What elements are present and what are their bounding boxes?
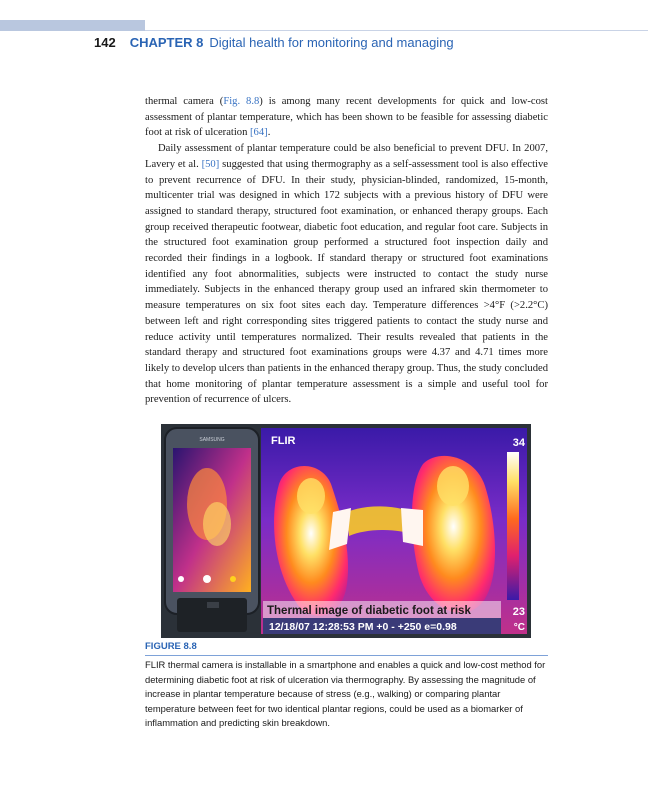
mode-icon	[230, 576, 236, 582]
chapter-label: CHAPTER 8	[129, 35, 204, 50]
page-number: 142	[94, 35, 116, 50]
body-text	[145, 94, 548, 408]
header-accent-bar	[0, 20, 145, 31]
flir-logo: FLIR	[271, 435, 296, 447]
header-rule	[145, 30, 648, 31]
phone-brand: SAMSUNG	[199, 437, 225, 443]
scale-unit: °C	[513, 622, 525, 633]
paragraph-2-text: suggested that using thermography as a self-assessment tool is also effective to prevent recurrence of DFU. In their study, physician-blinded, randomized, 15-month, multicenter trial was designed in which 172 subjects with a previous history of DFU were assigned to standard therapy, structured foot examination, or enhanced therapy groups. Each group received therapeutic footwear, diabetic foot education, and regular foot care. Subjects in the structured foot examination group performed a structured foot inspection daily and recorded their findings in a logbook. If standard therapy or structured foot examinations identified any foot abnormalities, subjects were instructed to contact the study nurse immediately. Subjects in the enhanced therapy group used an infrared skin thermometer to measure temperatures on six foot sites each day. Temperature differences >4°F (>2.2°C) between left and right corresponding sites triggered patients to contact the study nurse and reduce activity until temperatures normalized. Their results revealed that patients in the standard therapy and structured foot examinations groups were 4.37 and 4.71 times more likely to develop ulcers than patients in the enhanced therapy group. Thus, the study concluded that home monitoring of plantar temperature assessment is a simple and useful tool for prevention of recurrence of ulcers.	[145, 158, 548, 406]
paragraph-2	[145, 141, 548, 408]
paragraph-1-text: ) is among many recent developments for quick and low-cost assessment of plantar temperature, which has been shown to be feasible for assessing diabetic foot at risk of ulceration	[145, 96, 548, 139]
overlay-title: Thermal image of diabetic foot at risk	[267, 605, 471, 617]
thermal-display	[261, 428, 527, 634]
paragraph-1-text: thermal camera (	[145, 96, 224, 107]
caption-rule	[145, 655, 548, 656]
scale-min: 23	[512, 606, 525, 618]
paragraph-2-text: Daily assessment of plantar temperature could be also beneficial to prevent DFU. In 2007, Lavery et al.	[145, 143, 548, 170]
figure-8-8	[161, 424, 531, 638]
citation-link[interactable]: [64]	[250, 127, 268, 139]
chapter-title: Digital health for monitoring and managing	[209, 35, 454, 50]
thermal-image	[161, 424, 531, 638]
figure-link[interactable]: Fig. 8.8	[223, 96, 260, 107]
running-header	[94, 35, 454, 55]
scale-max: 34	[512, 437, 525, 449]
camera-control-icon	[178, 576, 184, 582]
paragraph-1-text: .	[267, 127, 271, 139]
figure-label: FIGURE 8.8	[145, 641, 197, 652]
smartphone	[165, 428, 259, 632]
paragraph-1	[145, 94, 548, 141]
right-hotspot	[401, 508, 423, 546]
temperature-scale-bar	[507, 452, 519, 600]
shutter-icon	[203, 575, 211, 583]
overlay-info: 12/18/07 12:28:53 PM +0 - +250 e=0.98	[269, 621, 457, 633]
figure-caption: FLIR thermal camera is installable in a smartphone and enables a quick and low-cost method for determining diabetic foot at risk of ulceration via thermography. By assessing the magnitude of increase in plantar temperature because of stress (e.g., walking) or comparing plantar temperature between feet for two identical plantar regions, could be used as a biomarker of inflammation and predicting skin breakdown.	[145, 659, 546, 728]
citation-link[interactable]: [50]	[201, 158, 220, 170]
